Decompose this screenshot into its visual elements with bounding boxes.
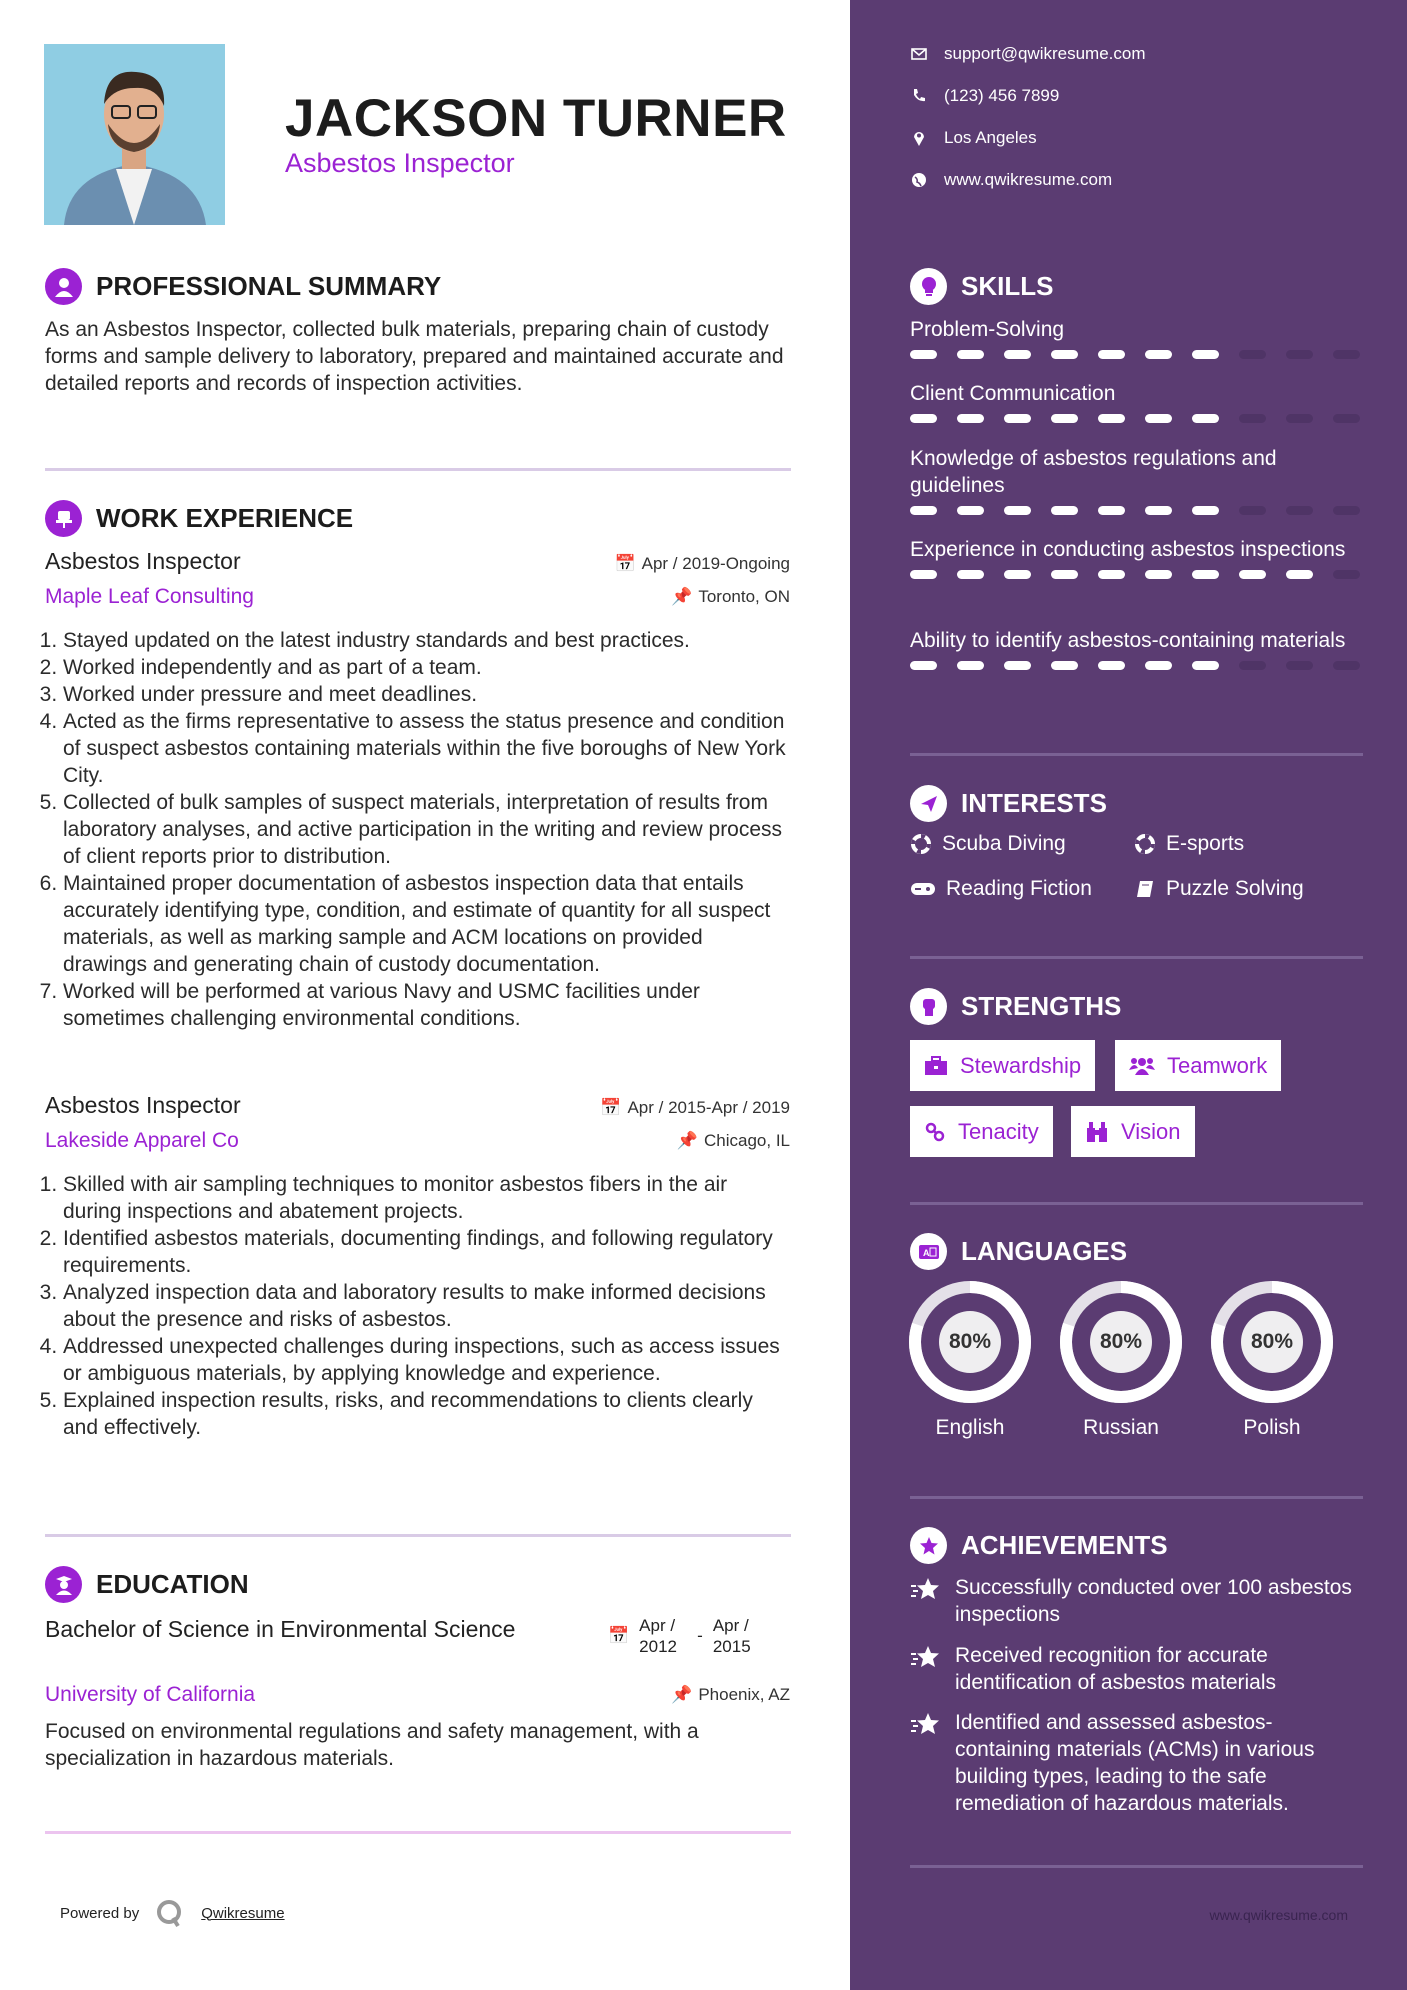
chair-icon — [45, 500, 82, 537]
achievement-text: Received recognition for accurate identification of asbestos materials — [955, 1644, 1276, 1694]
fist-icon — [910, 988, 947, 1025]
skill-dash-filled — [910, 350, 937, 359]
responsibilities-list — [45, 627, 791, 1032]
achievements-heading-text: ACHIEVEMENTS — [961, 1530, 1168, 1560]
job-location — [677, 1131, 790, 1151]
list-item: 3. Worked under pressure and meet deadlines. — [63, 681, 791, 708]
skill-dash-filled — [1098, 414, 1125, 423]
language-percent: 80% — [948, 1330, 992, 1353]
gamepad-icon — [910, 880, 936, 898]
skill-level-bar — [910, 661, 1360, 670]
binoculars-icon — [1085, 1120, 1109, 1144]
skill-dash-empty — [1333, 570, 1360, 579]
candidate-title: Asbestos Inspector — [285, 148, 515, 178]
link-icon — [924, 1121, 946, 1143]
briefcase-icon — [924, 1055, 948, 1077]
divider — [45, 468, 791, 471]
job-location — [671, 587, 790, 607]
skill-dash-filled — [1145, 350, 1172, 359]
skill-dash-filled — [1004, 350, 1031, 359]
paper-plane-icon — [910, 785, 947, 822]
skill-dash-filled — [1004, 661, 1031, 670]
star-badge-icon — [910, 1527, 947, 1564]
contact-phone — [910, 86, 1059, 106]
language-item — [1059, 1280, 1183, 1440]
pin-icon: 📌 — [671, 1685, 693, 1704]
divider — [910, 753, 1363, 756]
profile-photo — [44, 44, 225, 225]
interest-item — [910, 832, 1066, 856]
achievement-item — [910, 1642, 1363, 1696]
skill-dash-filled — [1098, 350, 1125, 359]
skill-item — [910, 445, 1360, 515]
calendar-icon: 📅 — [608, 1626, 630, 1645]
pin-icon: 📌 — [671, 587, 693, 606]
list-item: 5. Collected of bulk samples of suspect materials, interpretation of results from laboratory analyses, and active participation in the writing and review process of client reports prior to distribution. — [63, 789, 791, 870]
skill-dash-filled — [1192, 570, 1219, 579]
skill-dash-empty — [1239, 414, 1266, 423]
education-heading — [45, 1566, 249, 1603]
calendar-icon: 📅 — [614, 554, 636, 573]
email-text[interactable]: support@qwikresume.com — [944, 44, 1146, 63]
contact-website — [910, 170, 1112, 190]
company: Lakeside Apparel Co — [45, 1129, 239, 1152]
skill-dash-filled — [1286, 570, 1313, 579]
skill-dash-empty — [1333, 661, 1360, 670]
divider — [45, 1831, 791, 1834]
company: Maple Leaf Consulting — [45, 585, 254, 608]
skill-dash-filled — [1192, 661, 1219, 670]
list-item: 7. Worked will be performed at various Navy and USMC facilities under sometimes challenging environmental conditions. — [63, 978, 791, 1032]
skill-dash-filled — [957, 661, 984, 670]
job-location-text: Chicago, IL — [704, 1131, 790, 1150]
achievement-item — [910, 1709, 1363, 1817]
phone-icon — [910, 87, 928, 105]
powered-by-text: Powered by — [60, 1904, 140, 1922]
skill-dash-filled — [910, 661, 937, 670]
skill-dash-empty — [1333, 414, 1360, 423]
education-location-text: Phoenix, AZ — [698, 1685, 790, 1704]
map-pin-icon — [910, 129, 928, 147]
list-item: 5. Explained inspection results, risks, and recommendations to clients clearly and effectively. — [63, 1387, 791, 1441]
skill-name: Client Communication — [910, 382, 1116, 405]
location-text: Los Angeles — [944, 128, 1037, 147]
skill-dash-empty — [1286, 414, 1313, 423]
svg-text:A: A — [922, 1247, 929, 1258]
skill-dash-filled — [1192, 506, 1219, 515]
skill-dash-filled — [1098, 506, 1125, 515]
summary-heading-text: PROFESSIONAL SUMMARY — [96, 271, 442, 301]
divider — [910, 1496, 1363, 1499]
skill-dash-empty — [1286, 506, 1313, 515]
lifebuoy-icon — [1134, 833, 1156, 855]
skill-dash-filled — [1051, 506, 1078, 515]
work-heading-text: WORK EXPERIENCE — [96, 503, 354, 533]
languages-heading — [910, 1233, 1127, 1270]
education-heading-text: EDUCATION — [96, 1569, 249, 1599]
phone-text: (123) 456 7899 — [944, 86, 1060, 105]
skill-level-bar — [910, 570, 1360, 579]
list-item: 3. Analyzed inspection data and laboratory results to make informed decisions about the presence and risks of asbestos. — [63, 1279, 791, 1333]
footer-website[interactable]: www.qwikresume.com — [1209, 1907, 1348, 1923]
skill-dash-empty — [1239, 350, 1266, 359]
language-name: Polish — [1243, 1416, 1301, 1439]
strength-label: Teamwork — [1167, 1052, 1268, 1078]
skill-dash-filled — [1192, 350, 1219, 359]
skill-dash-filled — [1098, 661, 1125, 670]
strengths-heading — [910, 988, 1121, 1025]
job-location-text: Toronto, ON — [698, 587, 790, 606]
list-item: 6. Maintained proper documentation of asbestos inspection data that entails accurately identifying type, condition, and estimate of quantity for all suspect materials, as well as marking sample and ACM locations on provided drawings and generating chain of custody documentation. — [63, 870, 791, 978]
language-gauge — [1059, 1280, 1183, 1404]
summary-heading — [45, 268, 441, 305]
education-text: Focused on environmental regulations and safety management, with a specialization in hazardous materials. — [45, 1720, 699, 1770]
achievement-text: Identified and assessed asbestos-containing materials (ACMs) in various building types, leading to the safe remediation of hazardous materials. — [955, 1711, 1315, 1815]
list-item: 4. Acted as the firms representative to assess the status presence and condition of suspect asbestos containing materials within the five boroughs of New York City. — [63, 708, 791, 789]
language-name: Russian — [1083, 1416, 1159, 1439]
responsibilities-list — [45, 1171, 791, 1441]
skills-heading — [910, 268, 1053, 305]
skill-dash-filled — [1051, 661, 1078, 670]
skill-dash-filled — [1145, 570, 1172, 579]
skill-dash-filled — [1192, 414, 1219, 423]
skill-item — [910, 380, 1360, 423]
achievement-text: Successfully conducted over 100 asbestos inspections — [955, 1576, 1352, 1626]
skill-name: Problem-Solving — [910, 318, 1065, 341]
skill-dash-filled — [1004, 570, 1031, 579]
language-item — [908, 1280, 1032, 1440]
strength-badge — [910, 1106, 1053, 1157]
skill-item — [910, 627, 1360, 670]
interest-label: E-sports — [1166, 832, 1245, 855]
divider — [45, 1534, 791, 1537]
skill-dash-filled — [957, 506, 984, 515]
lightbulb-icon — [910, 268, 947, 305]
job-title: Asbestos Inspector — [45, 1092, 241, 1118]
lifebuoy-icon — [910, 833, 932, 855]
interest-label: Puzzle Solving — [1166, 877, 1304, 900]
skill-dash-filled — [1239, 570, 1266, 579]
skill-dash-filled — [1051, 350, 1078, 359]
divider — [910, 1202, 1363, 1205]
skill-dash-empty — [1239, 661, 1266, 670]
skill-dash-filled — [1145, 414, 1172, 423]
skill-item — [910, 536, 1360, 579]
skill-dash-empty — [1239, 506, 1266, 515]
job-title: Asbestos Inspector — [45, 548, 241, 574]
skill-level-bar — [910, 506, 1360, 515]
language-item — [1210, 1280, 1334, 1440]
skill-dash-filled — [910, 414, 937, 423]
skill-dash-filled — [910, 570, 937, 579]
strength-badge — [1115, 1040, 1281, 1091]
skill-dash-empty — [1333, 350, 1360, 359]
education-end: Apr / 2015 — [712, 1616, 751, 1656]
website-text[interactable]: www.qwikresume.com — [944, 170, 1113, 189]
skill-dash-filled — [1004, 506, 1031, 515]
list-item: 4. Addressed unexpected challenges during inspections, such as access issues or ambiguous materials, by applying knowledge and experience. — [63, 1333, 791, 1387]
strength-label: Tenacity — [958, 1118, 1039, 1144]
skill-dash-filled — [1098, 570, 1125, 579]
strength-badge — [1071, 1106, 1195, 1157]
skill-dash-filled — [1145, 661, 1172, 670]
interest-item — [1134, 832, 1244, 856]
star-icon — [910, 1709, 941, 1817]
education-dates — [608, 1615, 761, 1657]
globe-icon — [910, 171, 928, 189]
book-icon — [1134, 878, 1156, 900]
education-start: Apr / 2012 — [639, 1616, 677, 1656]
education-location — [671, 1685, 790, 1705]
interest-label: Reading Fiction — [946, 877, 1092, 900]
skill-dash-filled — [957, 570, 984, 579]
skill-name: Knowledge of asbestos regulations and guidelines — [910, 447, 1277, 497]
skill-dash-empty — [1286, 350, 1313, 359]
calendar-icon: 📅 — [600, 1098, 622, 1117]
school: University of California — [45, 1683, 256, 1706]
date-separator: - — [697, 1626, 703, 1645]
user-icon — [45, 268, 82, 305]
qwikresume-logo-icon — [155, 1898, 185, 1928]
skill-dash-filled — [1004, 414, 1031, 423]
interests-heading-text: INTERESTS — [961, 788, 1107, 818]
summary-text: As an Asbestos Inspector, collected bulk materials, preparing chain of custody forms and sample delivery to laboratory, prepared and maintained accurate and detailed reports and records of inspection activities. — [45, 318, 784, 395]
interests-heading — [910, 785, 1107, 822]
language-gauge — [1210, 1280, 1334, 1404]
skill-level-bar — [910, 350, 1360, 359]
job-dates-text: Apr / 2019-Ongoing — [641, 554, 790, 573]
language-gauge — [908, 1280, 1032, 1404]
skill-dash-filled — [1051, 414, 1078, 423]
achievement-item — [910, 1574, 1363, 1628]
star-icon — [910, 1574, 941, 1628]
list-item: 1. Skilled with air sampling techniques to monitor asbestos fibers in the air during inspections and abatement projects. — [63, 1171, 791, 1225]
strengths-heading-text: STRENGTHS — [961, 991, 1122, 1021]
language-percent: 80% — [1099, 1330, 1143, 1353]
skill-dash-empty — [1333, 506, 1360, 515]
skill-name: Ability to identify asbestos-containing materials — [910, 629, 1346, 652]
list-item: 1. Stayed updated on the latest industry standards and best practices. — [63, 627, 791, 654]
divider — [910, 1865, 1363, 1868]
language-percent: 80% — [1250, 1330, 1294, 1353]
achievements-heading — [910, 1527, 1168, 1564]
envelope-icon — [910, 45, 928, 63]
strength-badge — [910, 1040, 1095, 1091]
skills-heading-text: SKILLS — [961, 271, 1054, 301]
list-item: 2. Worked independently and as part of a team. — [63, 654, 791, 681]
contact-email — [910, 44, 1146, 64]
graduate-icon — [45, 1566, 82, 1603]
candidate-name: JACKSON TURNER — [285, 89, 787, 148]
strength-label: Stewardship — [960, 1052, 1082, 1078]
skill-dash-filled — [1051, 570, 1078, 579]
interest-item — [1134, 877, 1304, 901]
list-item: 2. Identified asbestos materials, documenting findings, and following regulatory requirements. — [63, 1225, 791, 1279]
skill-dash-filled — [910, 506, 937, 515]
skill-name: Experience in conducting asbestos inspections — [910, 538, 1346, 561]
interest-label: Scuba Diving — [942, 832, 1066, 855]
work-heading — [45, 500, 353, 537]
pin-icon: 📌 — [676, 1131, 698, 1150]
skill-item — [910, 316, 1360, 359]
contact-location — [910, 128, 1037, 148]
qwikresume-link[interactable]: Qwikresume — [201, 1904, 285, 1922]
star-icon — [910, 1642, 941, 1696]
degree: Bachelor of Science in Environmental Science — [45, 1616, 516, 1642]
skill-level-bar — [910, 414, 1360, 423]
job-dates — [600, 1098, 790, 1118]
skill-dash-filled — [957, 350, 984, 359]
job-dates-text: Apr / 2015-Apr / 2019 — [627, 1098, 790, 1117]
powered-by — [60, 1898, 285, 1928]
skill-dash-filled — [1145, 506, 1172, 515]
interest-item — [910, 877, 1092, 901]
strength-label: Vision — [1121, 1118, 1181, 1144]
languages-heading-text: LANGUAGES — [961, 1236, 1128, 1266]
skill-dash-empty — [1286, 661, 1313, 670]
skill-dash-filled — [957, 414, 984, 423]
users-icon — [1129, 1055, 1155, 1077]
divider — [910, 956, 1363, 959]
job-dates — [614, 554, 790, 574]
language-name: English — [935, 1416, 1005, 1439]
translate-icon — [910, 1233, 947, 1270]
